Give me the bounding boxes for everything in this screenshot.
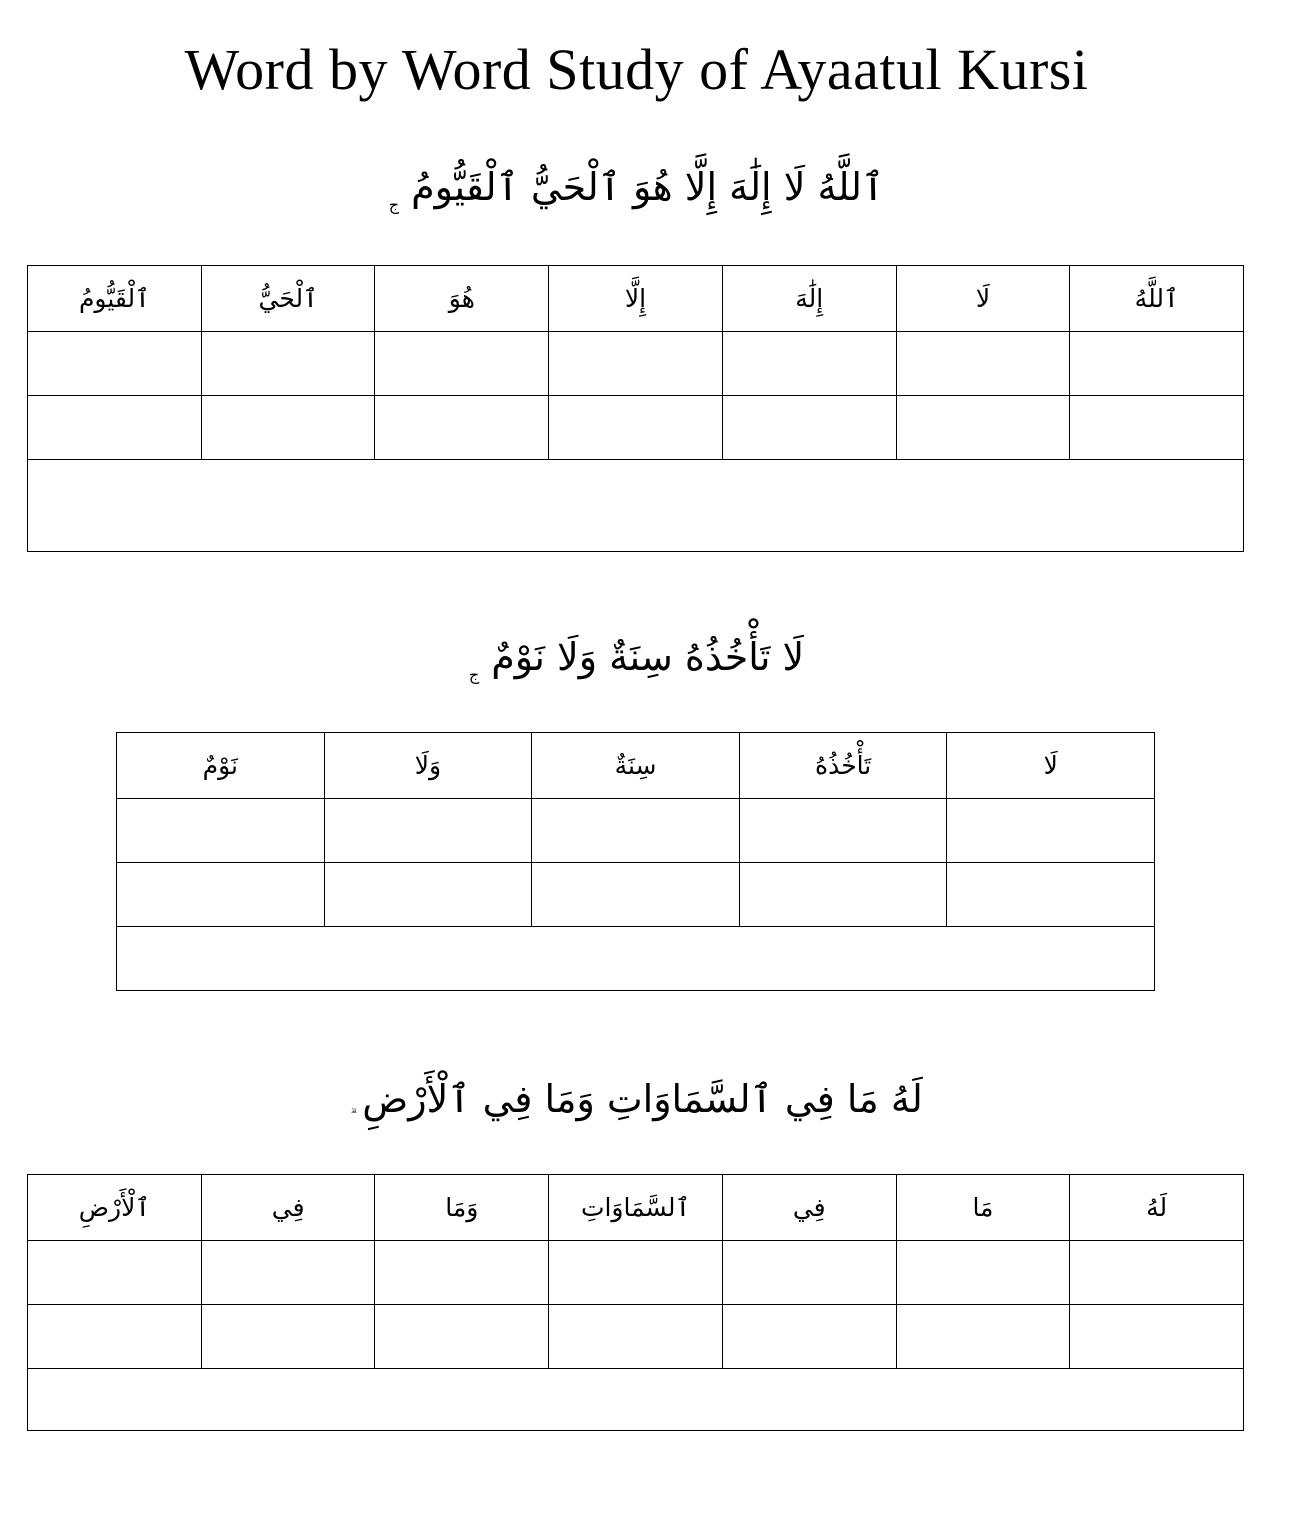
verse-3-text: لَهُ مَا فِي ٱلسَّمَاوَاتِ وَمَا فِي ٱلْأَرْضِ: [362, 1077, 923, 1121]
answer-cell[interactable]: [324, 799, 532, 863]
answer-cell[interactable]: [947, 863, 1155, 927]
answer-row: [28, 1241, 1244, 1305]
answer-cell[interactable]: [532, 799, 740, 863]
word-cell: إِلَّا: [549, 266, 723, 332]
answer-cell[interactable]: [117, 863, 325, 927]
answer-row: [28, 1305, 1244, 1369]
word-cell: ٱلْأَرْضِ: [28, 1175, 202, 1241]
answer-cell[interactable]: [324, 863, 532, 927]
verse-2-pause-mark: ج: [468, 665, 480, 684]
word-table-2: [116, 732, 1155, 991]
answer-row: [28, 332, 1244, 396]
verse-2: [0, 622, 1273, 710]
word-cell: وَلَا: [324, 733, 532, 799]
word-row: [117, 733, 1155, 799]
answer-cell[interactable]: [549, 332, 723, 396]
answer-cell[interactable]: [1070, 1241, 1244, 1305]
answer-cell[interactable]: [1070, 1305, 1244, 1369]
answer-cell[interactable]: [28, 1305, 202, 1369]
translation-cell[interactable]: [28, 1369, 1244, 1431]
word-cell: ٱللَّهُ: [1070, 266, 1244, 332]
word-table-3: [27, 1174, 1244, 1431]
answer-cell[interactable]: [201, 396, 375, 460]
answer-cell[interactable]: [947, 799, 1155, 863]
answer-cell[interactable]: [722, 332, 896, 396]
answer-cell[interactable]: [201, 332, 375, 396]
answer-cell[interactable]: [549, 1305, 723, 1369]
translation-cell[interactable]: [28, 460, 1244, 552]
word-cell: تَأْخُذُهُ: [739, 733, 947, 799]
translation-row: [28, 1369, 1244, 1431]
answer-cell[interactable]: [201, 1305, 375, 1369]
answer-cell[interactable]: [375, 1241, 549, 1305]
word-cell: فِي: [201, 1175, 375, 1241]
answer-row: [28, 396, 1244, 460]
answer-cell[interactable]: [722, 1241, 896, 1305]
answer-cell[interactable]: [28, 332, 202, 396]
answer-cell[interactable]: [201, 1241, 375, 1305]
word-cell: فِي: [722, 1175, 896, 1241]
answer-cell[interactable]: [117, 799, 325, 863]
answer-cell[interactable]: [375, 1305, 549, 1369]
word-cell: هُوَ: [375, 266, 549, 332]
word-cell: لَا: [896, 266, 1070, 332]
answer-cell[interactable]: [549, 1241, 723, 1305]
answer-cell[interactable]: [532, 863, 740, 927]
verse-1-pause-mark: ج: [388, 195, 400, 214]
answer-cell[interactable]: [896, 396, 1070, 460]
word-cell: نَوْمٌ: [117, 733, 325, 799]
answer-cell[interactable]: [28, 396, 202, 460]
word-row: [28, 1175, 1244, 1241]
answer-cell[interactable]: [375, 396, 549, 460]
word-table-1: [27, 265, 1244, 552]
answer-cell[interactable]: [739, 799, 947, 863]
answer-cell[interactable]: [28, 1241, 202, 1305]
word-cell: ٱلْقَيُّومُ: [28, 266, 202, 332]
answer-row: [117, 863, 1155, 927]
answer-cell[interactable]: [896, 1241, 1070, 1305]
answer-cell[interactable]: [739, 863, 947, 927]
verse-1-text: ٱللَّهُ لَا إِلَٰهَ إِلَّا هُوَ ٱلْحَيُّ ٱلْقَيُّومُ: [411, 165, 885, 209]
translation-cell[interactable]: [117, 927, 1155, 991]
word-cell: إِلَٰهَ: [722, 266, 896, 332]
word-cell: سِنَةٌ: [532, 733, 740, 799]
word-cell: لَا: [947, 733, 1155, 799]
verse-1: [0, 152, 1273, 240]
translation-row: [117, 927, 1155, 991]
verse-3: [0, 1064, 1273, 1152]
answer-row: [117, 799, 1155, 863]
verse-2-text: لَا تَأْخُذُهُ سِنَةٌ وَلَا نَوْمٌ: [491, 635, 805, 679]
answer-cell[interactable]: [1070, 396, 1244, 460]
answer-cell[interactable]: [896, 1305, 1070, 1369]
word-cell: ٱلسَّمَاوَاتِ: [549, 1175, 723, 1241]
word-cell: وَمَا: [375, 1175, 549, 1241]
translation-row: [28, 460, 1244, 552]
word-cell: لَهُ: [1070, 1175, 1244, 1241]
answer-cell[interactable]: [722, 1305, 896, 1369]
answer-cell[interactable]: [1070, 332, 1244, 396]
page-title: Word by Word Study of Ayaatul Kursi: [184, 37, 1089, 102]
answer-cell[interactable]: [722, 396, 896, 460]
answer-cell[interactable]: [375, 332, 549, 396]
word-cell: مَا: [896, 1175, 1070, 1241]
word-row: [28, 266, 1244, 332]
word-cell: ٱلْحَيُّ: [201, 266, 375, 332]
answer-cell[interactable]: [549, 396, 723, 460]
answer-cell[interactable]: [896, 332, 1070, 396]
